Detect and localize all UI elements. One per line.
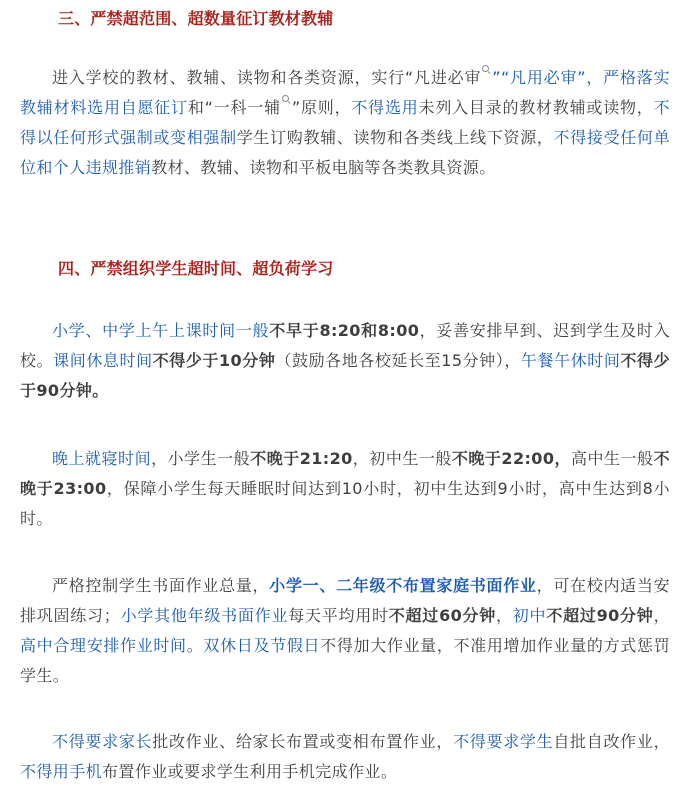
text-span: 不早于8:20和8:00 — [269, 321, 420, 340]
text-span: 不超过90分钟 — [546, 606, 654, 625]
section-3-paragraph — [20, 63, 670, 183]
text-span: ”原则， — [291, 98, 352, 117]
text-span: 午餐午休时间 — [520, 351, 621, 370]
text-span: 晚上就寝时间 — [52, 449, 152, 468]
text-span: 不得以任何形式强制或变相强制 — [20, 98, 670, 147]
section-4-paragraph-1 — [20, 316, 670, 406]
text-span: 每天平均用时 — [288, 606, 389, 625]
text-span: 教材、教辅、读物和平板电脑等各类教具资源。 — [151, 158, 496, 177]
text-span: 不得接受任何单位和个人违规推销 — [20, 128, 670, 177]
text-span: 小学、中学上午上课时间一般 — [52, 321, 270, 340]
text-span: 不晚于22:00， — [451, 449, 571, 468]
text-span: 不得用手机 — [20, 762, 103, 781]
text-span: 进入学校的教材、教辅、读物和各类资源，实行“凡进必审 — [52, 68, 482, 87]
text-span: 自愿征订 — [120, 98, 188, 117]
text-span: （鼓励各地各校延长至15分钟）， — [275, 351, 521, 370]
text-span: ，保障小学生每天睡眠时间达到10小时，初中生达到9小时，高中生达到8小时。 — [20, 479, 670, 528]
text-span: 和“一科一辅 — [187, 98, 281, 117]
text-span: ， — [653, 606, 670, 625]
text-span: 高中合理安排作业时间 — [20, 636, 187, 655]
text-span: ，小学生一般 — [151, 449, 251, 468]
text-span: ”“凡用必审”，严格落实教辅材料选用 — [20, 68, 670, 117]
section-4-heading: 四、严禁组织学生超时间、超负荷学习 — [58, 259, 334, 278]
text-span: 不得选用 — [351, 98, 419, 117]
text-span: 学生订购教辅、读物和各类线上线下资源， — [236, 128, 554, 147]
text-span: 初中 — [512, 606, 547, 625]
text-span: 未列入目录的教材教辅或读物， — [418, 98, 654, 117]
text-span: 不得要求学生 — [453, 732, 554, 751]
text-span: 高中生一般 — [571, 449, 654, 468]
text-span: 不晚于21:20 — [250, 449, 353, 468]
text-span: 不得少于90分钟。 — [20, 351, 670, 400]
text-span: 不得要求家长 — [52, 732, 153, 751]
text-span: ， — [496, 606, 513, 625]
text-span: 双休日及节假日 — [203, 636, 321, 655]
text-span: ，初中生一般 — [352, 449, 452, 468]
text-span: 不晚于23:00 — [20, 449, 670, 498]
text-span: 。 — [186, 636, 204, 655]
text-span: 不超过60分钟 — [388, 606, 497, 625]
text-span: 严格控制学生书面作业总量， — [52, 576, 270, 595]
search-icon[interactable] — [482, 65, 491, 74]
text-span: ，可在校内适当安排巩固练习； — [20, 576, 671, 625]
text-span: 小学其他年级书面作业 — [120, 606, 289, 625]
text-span: 布置作业或要求学生利用手机完成作业。 — [102, 762, 398, 781]
text-span: 不得加大作业量，不准用增加作业量的方式惩罚学生。 — [20, 636, 670, 685]
text-span: ，妥善安排早到、迟到学生及时入校。 — [20, 321, 670, 370]
search-icon[interactable] — [282, 95, 291, 104]
section-4-paragraph-3 — [20, 571, 670, 691]
text-span: 批改作业、给家长布置或变相布置作业， — [152, 732, 454, 751]
text-span: 自批自改作业， — [553, 732, 670, 751]
text-span: 课间休息时间 — [53, 351, 153, 370]
text-span: 不得少于10分钟 — [152, 351, 276, 370]
section-3-heading: 三、严禁超范围、超数量征订教材教辅 — [58, 9, 334, 28]
section-4-paragraph-4 — [20, 727, 670, 787]
section-4-paragraph-2 — [20, 444, 670, 534]
text-span: 小学一、二年级不布置家庭书面作业 — [269, 576, 537, 595]
